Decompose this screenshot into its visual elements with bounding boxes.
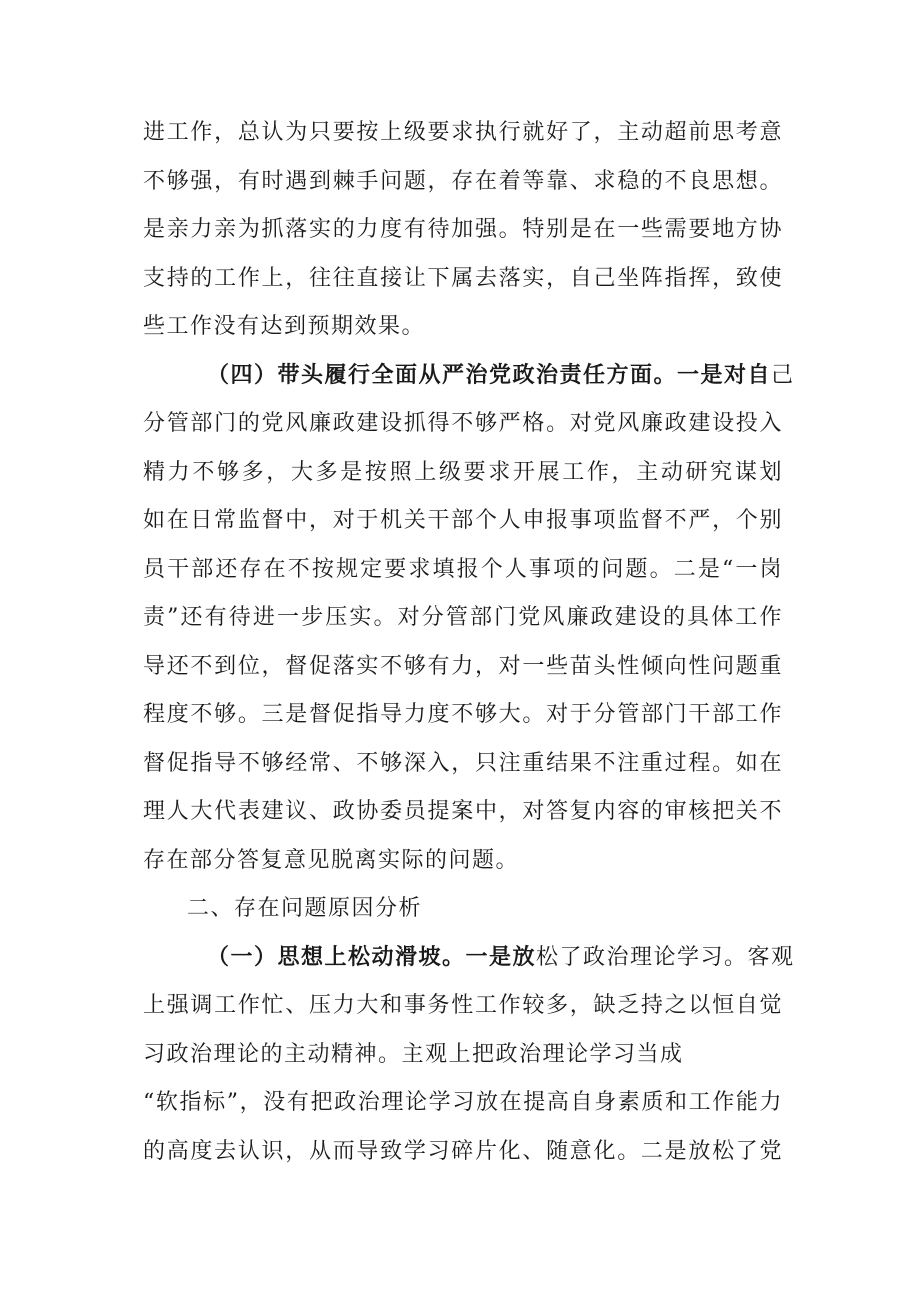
paragraph-line: 是亲力亲为抓落实的力度有待加强。特别是在一些需要地方协 <box>143 217 783 242</box>
paragraph-line: 些工作没有达到预期效果。 <box>143 314 426 339</box>
section-four-lead: （四）带头履行全面从严治党政治责任方面。一是对自 <box>207 362 772 388</box>
subsection-one-lead-line <box>143 934 795 983</box>
paragraph-line: 不够强，有时遇到棘手问题，存在着等靠、求稳的不良思想。 <box>143 168 783 194</box>
subsection-one-lead-rest: 松了政治理论学习。客观 <box>536 944 795 970</box>
section-four-lead-line <box>143 352 795 401</box>
paragraph-line: 理人大代表建议、政协委员提案中，对答复内容的审核把关不 <box>143 799 783 824</box>
paragraph-line: 导还不到位，督促落实不够有力，对一些苗头性倾向性问题重 <box>143 653 783 679</box>
paragraph-line: 如在日常监督中，对于机关干部个人申报事项监督不严，个别 <box>143 508 783 533</box>
paragraph-line: 分管部门的党风廉政建设抓得不够严格。对党风廉政建设投入 <box>143 411 783 436</box>
paragraph-line: 上强调工作忙、压力大和事务性工作较多，缺乏持之以恒自觉 <box>143 993 783 1018</box>
paragraph-line: 支持的工作上，往往直接让下属去落实，自己坐阵指挥，致使 <box>143 265 783 291</box>
paragraph-line: 进工作，总认为只要按上级要求执行就好了，主动超前思考意 <box>143 120 783 145</box>
document-body <box>143 109 795 1176</box>
paragraph-line: 督促指导不够经常、不够深入，只注重结果不注重过程。如在 <box>143 750 783 776</box>
paragraph-line: 习政治理论的主动精神。主观上把政治理论学习当成 <box>143 1041 684 1067</box>
section-heading: 二、存在问题原因分析 <box>187 896 423 921</box>
paragraph-line: 的高度去认识，从而导致学习碎片化、随意化。二是放松了党 <box>143 1138 783 1164</box>
paragraph-line: 存在部分答复意见脱离实际的问题。 <box>143 847 520 873</box>
subsection-one-lead: （一）思想上松动滑坡。一是放 <box>207 944 537 970</box>
paragraph-line: “软指标”，没有把政治理论学习放在提高自身素质和工作能力 <box>143 1090 783 1115</box>
paragraph-line: 员干部还存在不按规定要求填报个人事项的问题。二是“一岗 <box>143 556 783 582</box>
paragraph-line: 责”还有待进一步压实。对分管部门党风廉政建设的具体工作 <box>143 605 783 630</box>
paragraph-line: 程度不够。三是督促指导力度不够大。对于分管部门干部工作 <box>143 702 783 727</box>
section-four-lead-tail: 己 <box>771 362 795 388</box>
paragraph-line: 精力不够多，大多是按照上级要求开展工作，主动研究谋划 <box>143 459 783 485</box>
